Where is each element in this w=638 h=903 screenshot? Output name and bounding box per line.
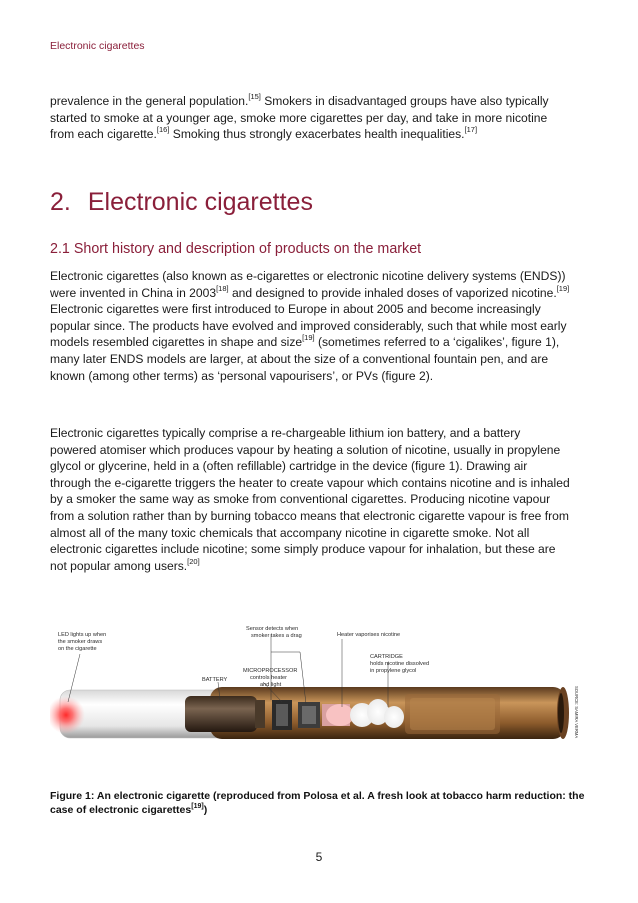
led-label: on the cigarette [58, 646, 97, 652]
citation-ref: [20] [187, 556, 200, 566]
battery-component [185, 696, 265, 732]
section-number: 2. [50, 188, 71, 216]
citation-ref: [15] [248, 92, 261, 101]
page-number: 5 [315, 850, 323, 864]
e-cigarette-figure [50, 612, 584, 777]
led-label: LED lights up when [58, 632, 107, 638]
citation-ref: [19] [302, 333, 315, 343]
source-credit: SOURCE: SAMIRA VERMA [574, 686, 579, 739]
microprocessor-label: and light [260, 682, 282, 688]
text-span: Electronic cigarettes (also known as e-cigarettes or electronic nicotine delivery systems (ENDS)) were invented in China in 2003 [50, 269, 566, 300]
microprocessor-component [272, 700, 292, 730]
sensor-label: Sensor detects when [246, 626, 299, 632]
text-span: Smoking thus strongly exacerbates health inequalities. [169, 127, 465, 142]
caption-text: Figure 1: An electronic cigarette (reproduced from Polosa et al. A fresh look at tobacco harm reduction: the case of electronic cigarettes [50, 790, 585, 816]
citation-ref: [19] [191, 803, 204, 810]
sensor-label: smoker takes a drag [251, 633, 302, 639]
citation-ref: [19] [556, 283, 570, 293]
cartridge-label: CARTRIDGE [370, 654, 403, 660]
section-heading [50, 188, 313, 217]
paragraph-components [50, 425, 570, 574]
heater-label: Heater vaporises nicotine [337, 632, 401, 638]
text-span: (sometimes referred to a ‘cigalikes’, figure 1), many later ENDS models are larger, at about the size of a conventional fountain pen, and are known (among other terms) as ‘personal vapourisers’, or PVs (figure 2). [50, 335, 560, 383]
cartridge-component [405, 694, 500, 734]
cartridge-label: in propylene glycol [370, 668, 417, 674]
microprocessor-label: MICROPROCESSOR [243, 668, 298, 674]
subsection-heading: 2.1 Short history and description of products on the market [50, 241, 422, 257]
citation-ref: [17] [464, 125, 478, 135]
text-span: prevalence in the general population. [50, 94, 249, 108]
caption-text: ) [203, 804, 208, 816]
citation-ref: [16] [156, 125, 170, 135]
led-label: the smoker draws [58, 639, 103, 645]
section-title: Electronic cigarettes [87, 188, 313, 216]
microprocessor-label: controls heater [250, 675, 288, 681]
running-header: Electronic cigarettes [50, 40, 145, 52]
text-span: and designed to provide inhaled doses of vaporized nicotine. [228, 285, 557, 300]
text-span: Electronic cigarettes were first introduced to Europe in about 2005 and become increasingly popular since. The products have evolved and improved considerably, such that while most early models resembled cigarettes in shape and size [50, 302, 567, 350]
cartridge-label: holds nicotine dissolved [370, 661, 430, 667]
text-span: Electronic cigarettes typically comprise a re-chargeable lithium ion battery, and a battery powered atomiser which produces vapour by heating a solution of nicotine, usually in propylene glycol or glycerine, held in a (often refillable) cartridge in the device (figure 1). Drawing air through the e-cigarette triggers the heater to create vapour which contains nicotine and is inhaled by a smoker the same way as smoke from conventional cigarettes. Producing nicotine vapour from a solution rather than by burning tobacco means that electronic cigarette vapour is free from almost all of the many toxic chemicals that accompany nicotine in cigarette smoke. Not all electronic cigarettes include nicotine; some simply produce vapour for inhalation, but these are not popular among users. [50, 426, 570, 573]
text-span: Smokers in disadvantaged groups have also typically started to smoke at a younger age, smoke more cigarettes per day, and take in more nicotine from each cigarette. [50, 94, 549, 142]
paragraph-history [50, 268, 570, 384]
paragraph-health-inequalities [50, 93, 570, 143]
heater-coil [322, 704, 354, 726]
battery-label: BATTERY [202, 677, 228, 683]
sensor-component [298, 702, 320, 728]
figure-caption [50, 789, 595, 817]
citation-ref: [18] [216, 283, 229, 293]
